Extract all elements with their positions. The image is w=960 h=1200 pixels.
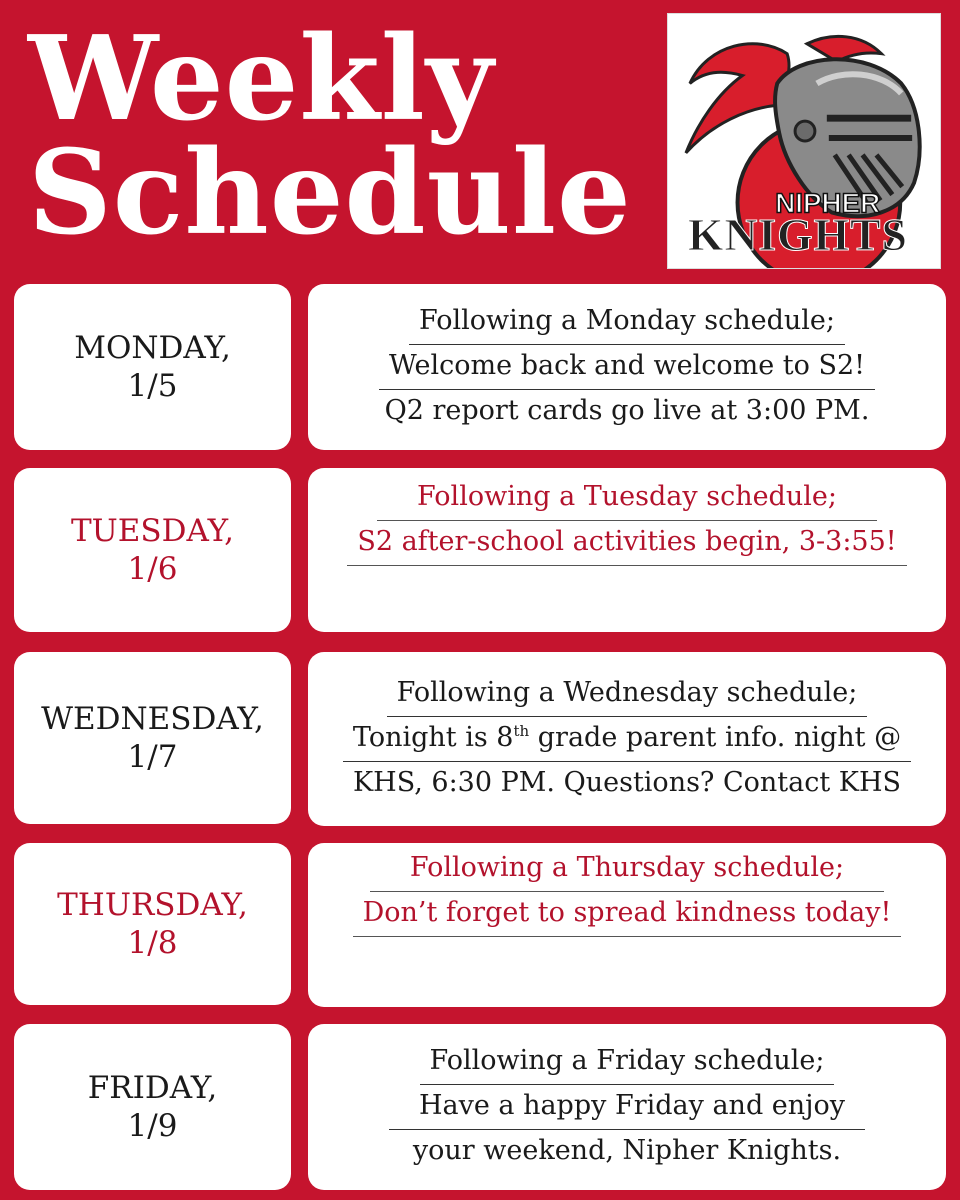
note-text: Tonight is 8 bbox=[352, 722, 514, 753]
note-text: grade parent info. night @ bbox=[529, 722, 902, 753]
day-date: 1/7 bbox=[127, 739, 178, 775]
note-line: Following a Monday schedule; bbox=[409, 300, 845, 345]
note-line: Following a Tuesday schedule; bbox=[377, 476, 877, 521]
day-card-thursday bbox=[14, 843, 291, 1005]
logo-top-text: NIPHER bbox=[775, 187, 881, 219]
day-card-friday bbox=[14, 1024, 291, 1190]
knight-helmet-icon bbox=[668, 14, 940, 268]
day-label: TUESDAY, bbox=[71, 513, 234, 549]
note-line: Q2 report cards go live at 3:00 PM. bbox=[384, 395, 870, 426]
note-line: Following a Thursday schedule; bbox=[370, 847, 884, 892]
day-label: FRIDAY, bbox=[87, 1070, 218, 1106]
note-superscript: th bbox=[513, 722, 530, 740]
day-date: 1/8 bbox=[127, 925, 178, 961]
note-card-friday bbox=[308, 1024, 946, 1190]
day-label: WEDNESDAY, bbox=[41, 701, 264, 737]
title-line-1: Weekly bbox=[28, 11, 495, 147]
note-card-tuesday bbox=[308, 468, 946, 632]
note-line: Following a Wednesday schedule; bbox=[387, 672, 868, 717]
note-line: your weekend, Nipher Knights. bbox=[412, 1135, 842, 1166]
note-card-monday bbox=[308, 284, 946, 450]
note-line: Don’t forget to spread kindness today! bbox=[353, 892, 902, 937]
note-card-thursday bbox=[308, 843, 946, 1007]
note-line: KHS, 6:30 PM. Questions? Contact KHS bbox=[352, 767, 902, 798]
logo-bottom-text: KNIGHTS bbox=[687, 209, 908, 261]
day-date: 1/6 bbox=[127, 551, 178, 587]
day-date: 1/5 bbox=[127, 368, 178, 404]
day-date: 1/9 bbox=[127, 1108, 178, 1144]
note-card-wednesday bbox=[308, 652, 946, 826]
day-card-monday bbox=[14, 284, 291, 450]
page-title bbox=[28, 11, 632, 261]
note-line bbox=[343, 717, 911, 762]
nipher-knights-logo bbox=[667, 13, 941, 269]
day-card-wednesday bbox=[14, 652, 291, 824]
day-label: THURSDAY, bbox=[57, 887, 248, 923]
note-line: Following a Friday schedule; bbox=[420, 1040, 835, 1085]
day-card-tuesday bbox=[14, 468, 291, 632]
note-line: Have a happy Friday and enjoy bbox=[389, 1085, 865, 1130]
day-label: MONDAY, bbox=[74, 330, 231, 366]
note-line: S2 after-school activities begin, 3-3:55! bbox=[347, 521, 906, 566]
title-line-2: Schedule bbox=[28, 125, 632, 261]
note-line: Welcome back and welcome to S2! bbox=[379, 345, 875, 390]
